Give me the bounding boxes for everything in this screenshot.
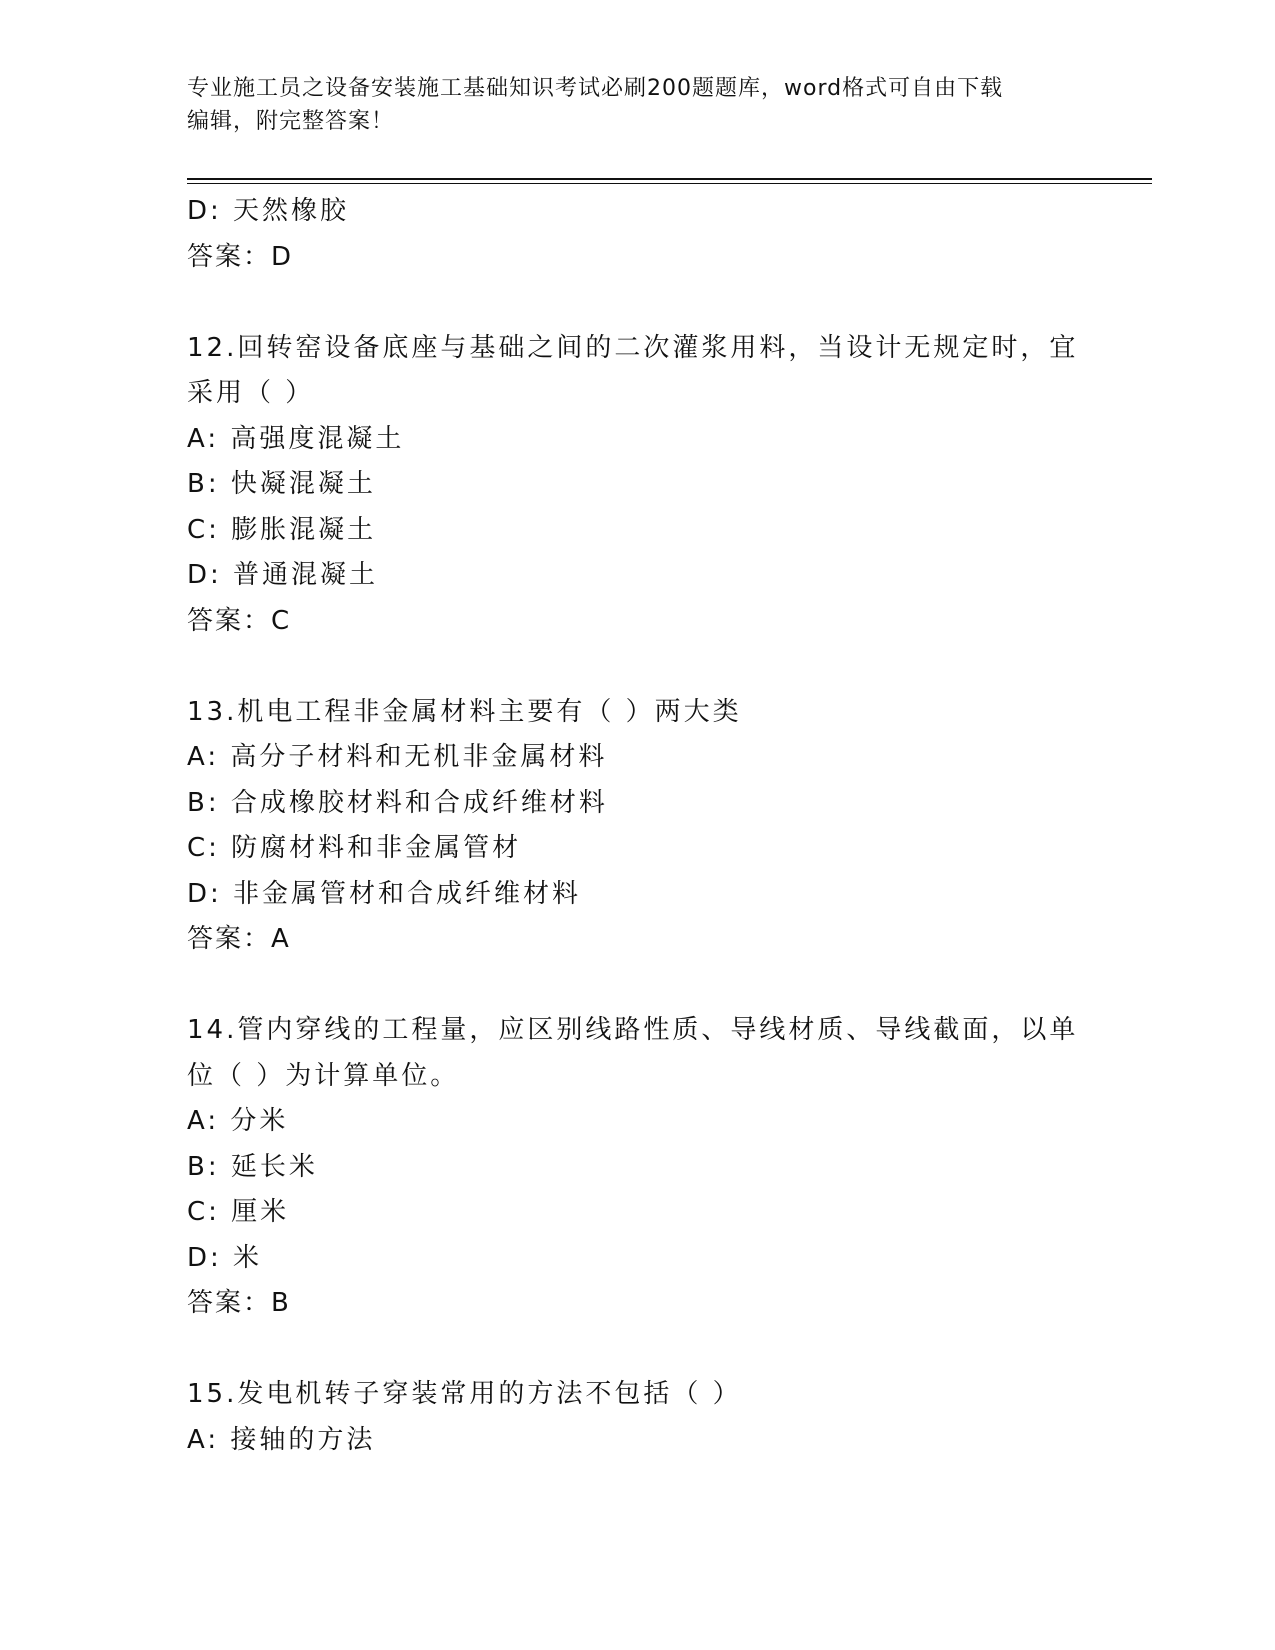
option-b: B: 合成橡胶材料和合成纤维材料: [187, 787, 608, 818]
question-14: [187, 1008, 1087, 1327]
question-stem-line-2: 采用（ ）: [187, 378, 315, 408]
question-12: [187, 326, 1087, 645]
option-c: C: 防腐材料和非金属管材: [187, 833, 522, 863]
option-b: B: 快凝混凝土: [187, 469, 376, 499]
option-c: C: 厘米: [187, 1197, 290, 1227]
option-d: D: 非金属管材和合成纤维材料: [187, 878, 582, 909]
option-a: A: 分米: [187, 1106, 289, 1136]
option-a: A: 高分子材料和无机非金属材料: [187, 742, 608, 772]
option-a: A: 高强度混凝土: [187, 423, 405, 454]
spacer: [187, 644, 1087, 690]
answer-line: 答案：B: [187, 1288, 291, 1318]
option-a: A: 接轴的方法: [187, 1424, 376, 1455]
question-stem-line-2: 位（ ）为计算单位。: [187, 1060, 460, 1091]
question-13: [187, 690, 1087, 963]
header-divider-thin: [187, 183, 1152, 184]
question-list: [187, 189, 1087, 1463]
question-stem-line-1: 14.管内穿线的工程量，应区别线路性质、导线材质、导线截面，以单: [187, 1015, 1079, 1045]
spacer: [187, 963, 1087, 1009]
header-line-2: 编辑，附完整答案！: [187, 109, 395, 134]
document-header: [187, 72, 1087, 138]
spacer: [187, 1327, 1087, 1373]
answer-line: 答案：D: [187, 241, 294, 272]
option-d: D: 天然橡胶: [187, 196, 350, 226]
answer-line: 答案：A: [187, 924, 291, 954]
answer-line: 答案：C: [187, 605, 292, 636]
question-15: [187, 1372, 1087, 1463]
question-stem-line-1: 13.机电工程非金属材料主要有（ ）两大类: [187, 696, 742, 727]
question-stem-line-1: 15.发电机转子穿装常用的方法不包括（ ）: [187, 1379, 742, 1409]
question-11-tail: [187, 189, 1087, 280]
option-d: D: 普通混凝土: [187, 560, 379, 590]
option-d: D: 米: [187, 1242, 263, 1273]
spacer: [187, 280, 1087, 326]
header-divider-thick: [187, 178, 1152, 180]
header-line-1: 专业施工员之设备安装施工基础知识考试必刷200题题库，word格式可自由下载: [187, 76, 1004, 101]
option-b: B: 延长米: [187, 1151, 318, 1182]
option-c: C: 膨胀混凝土: [187, 514, 377, 545]
question-stem-line-1: 12.回转窑设备底座与基础之间的二次灌浆用料，当设计无规定时，宜: [187, 332, 1079, 363]
